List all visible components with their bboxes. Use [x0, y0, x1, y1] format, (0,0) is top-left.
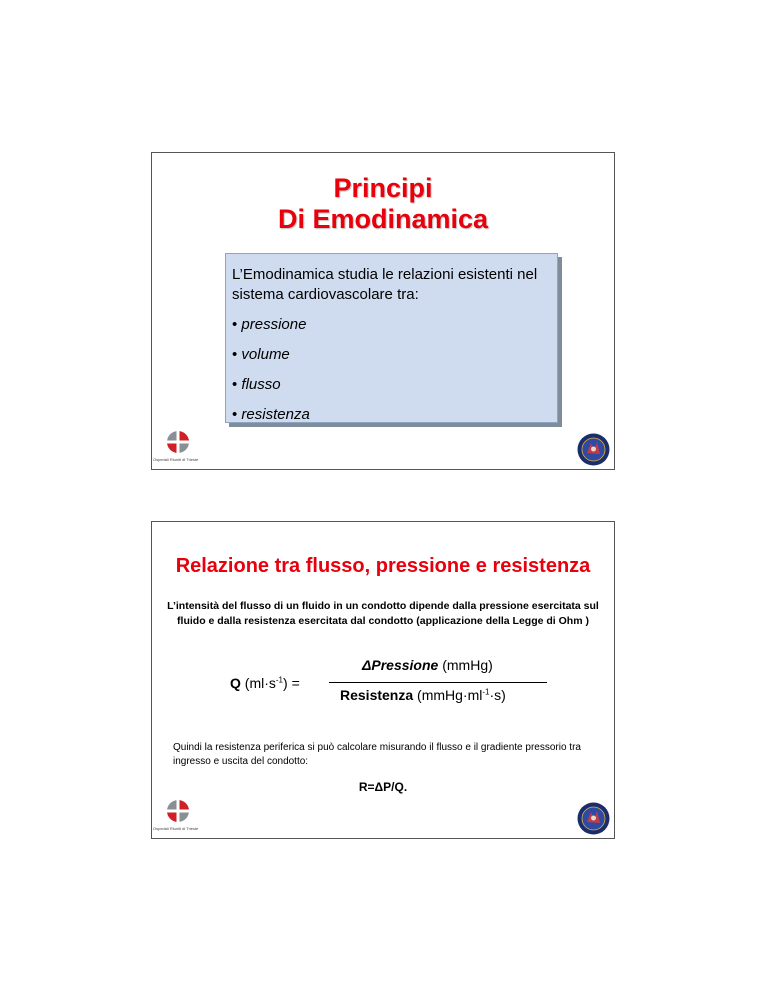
formula-denominator-unit-b: ·s) [489, 687, 506, 703]
list-item-resistenza: • resistenza [232, 405, 551, 435]
formula-denominator-exponent: -1 [482, 687, 490, 697]
resistance-equation: R=ΔP/Q. [358, 780, 408, 794]
formula-denominator-symbol: Resistenza [340, 687, 414, 703]
formula-lhs-unit-b: ) = [283, 675, 300, 691]
formula-lhs [230, 675, 300, 691]
hospital-logo-icon [166, 430, 190, 454]
hospital-logo [153, 799, 211, 833]
slide-1-title [152, 173, 614, 235]
description-text: L’intensità del flusso di un fluido in un condotto dipende dalla pressione esercitata sul fluido e dalla resistenza esercitata dal condotto (applicazione della Legge di Ohm ) [167, 600, 599, 627]
hospital-logo-caption: Ospedali Riuniti di Trieste [153, 826, 199, 831]
definition-text-box [225, 253, 558, 423]
formula-lhs-exponent: -1 [275, 675, 284, 685]
topic-list [232, 315, 551, 435]
list-item-volume: • volume [232, 345, 551, 375]
hospital-logo-caption: Ospedali Riuniti di Trieste [153, 457, 199, 462]
slide-1 [151, 152, 615, 470]
hospital-logo [153, 430, 211, 464]
formula-lhs-unit-a: (ml·s [244, 675, 276, 691]
university-seal-icon [577, 802, 610, 835]
slide-2-title: Relazione tra flusso, pressione e resistenza [175, 555, 591, 577]
ohm-law-formula [152, 654, 614, 714]
formula-numerator-unit: (mmHg) [442, 657, 493, 673]
list-item-flusso: • flusso [232, 375, 551, 405]
formula-numerator [362, 657, 493, 673]
formula-denominator [340, 687, 506, 703]
intro-text: L’Emodinamica studia le relazioni esistenti nel sistema cardiovascolare tra: [232, 266, 538, 303]
title-line-1: Principi [333, 173, 433, 203]
note-text: Quindi la resistenza periferica si può calcolare misurando il flusso e il gradiente pressorio tra ingresso e uscita del condotto: [173, 742, 581, 767]
formula-denominator-unit-a: (mmHg·ml [417, 687, 483, 703]
formula-numerator-symbol: ΔPressione [362, 657, 439, 673]
fraction-bar [329, 682, 547, 683]
hospital-logo-icon [166, 799, 190, 823]
university-seal-icon [577, 433, 610, 466]
list-item-pressione: • pressione [232, 315, 551, 345]
slide-2 [151, 521, 615, 839]
formula-lhs-symbol: Q [230, 675, 241, 691]
title-line-2: Di Emodinamica [277, 204, 489, 234]
